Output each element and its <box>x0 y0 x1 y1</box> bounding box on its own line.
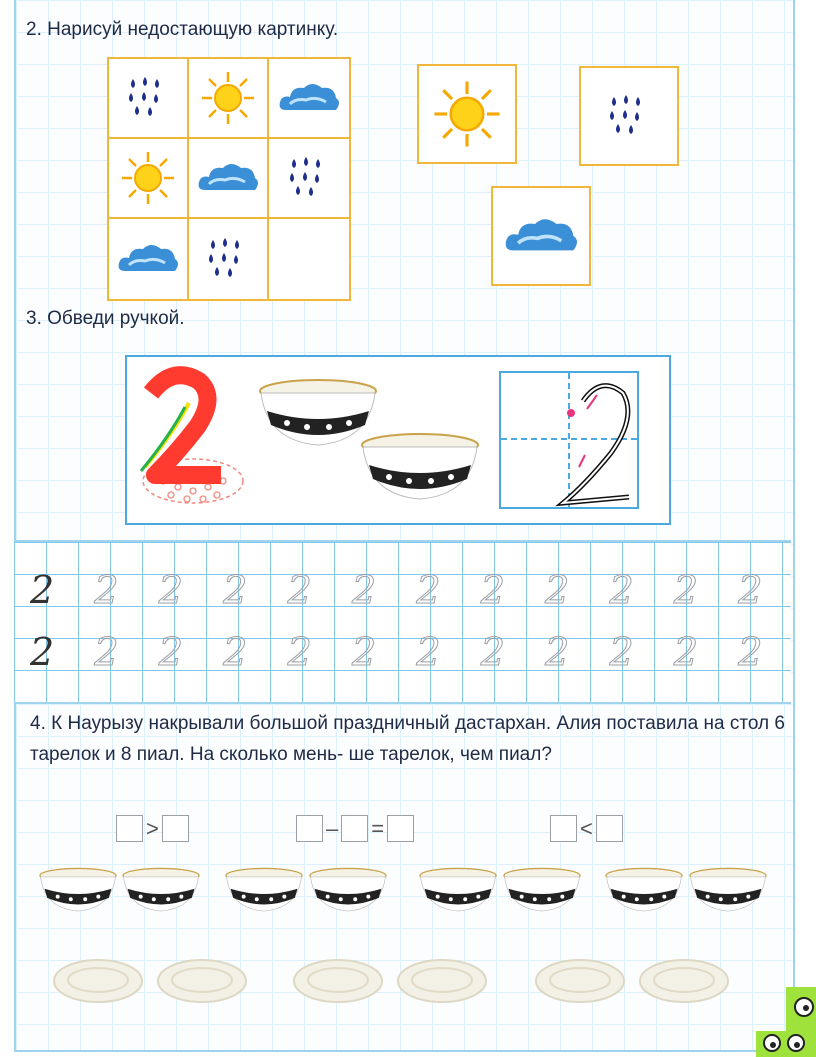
mascot-corner-icon <box>756 987 816 1057</box>
rain-icon <box>284 153 334 203</box>
cloud-icon <box>195 158 261 198</box>
sign-eq: = <box>371 815 385 841</box>
bowl-icon <box>502 866 582 922</box>
trace-digit[interactable]: 2 <box>416 630 441 674</box>
grid-cell <box>109 219 189 299</box>
grid-cell <box>189 219 269 299</box>
trace-digit[interactable]: 2 <box>158 630 183 674</box>
sun-icon <box>432 79 502 149</box>
grid-cell <box>269 59 349 139</box>
compare-greater <box>116 815 189 842</box>
trace-digit[interactable]: 2 <box>480 630 505 674</box>
digit-two-tracing <box>501 373 637 507</box>
answer-box[interactable] <box>116 815 143 842</box>
trace-digit[interactable]: 2 <box>94 568 119 612</box>
grid-cell <box>189 59 269 139</box>
grid-cell <box>109 139 189 219</box>
cloud-icon <box>276 78 342 118</box>
trace-digit[interactable]: 2 <box>545 568 570 612</box>
grid-cell <box>109 59 189 139</box>
trace-digit[interactable]: 2 <box>545 630 570 674</box>
sign-lt: < <box>580 815 593 841</box>
bowl-icon <box>604 866 684 922</box>
rain-icon <box>203 234 253 284</box>
pattern-grid <box>107 57 351 301</box>
trace-digit[interactable]: 2 <box>158 568 183 612</box>
answer-box[interactable] <box>550 815 577 842</box>
rain-icon <box>604 91 654 141</box>
trace-digit[interactable]: 2 <box>351 630 377 674</box>
compare-less <box>550 815 623 842</box>
task4-text: 4. К Наурызу накрывали большой праздничный дастархан. Алия поставила на стол 6 тарелок и 8 пиал. На сколько мень- ше тарелок, чем пиал? <box>30 713 785 765</box>
copybook-practice-area[interactable] <box>14 540 791 704</box>
sun-icon <box>200 70 256 126</box>
cloud-icon <box>115 239 181 279</box>
compare-subtract <box>296 815 414 842</box>
plate-icon <box>396 956 488 1006</box>
plate-icon <box>638 956 730 1006</box>
model-digit: 2 <box>30 568 55 612</box>
trace-digit[interactable]: 2 <box>94 630 119 674</box>
plate-icon <box>534 956 626 1006</box>
bowls-row <box>0 862 816 922</box>
trace-digit[interactable]: 2 <box>480 568 505 612</box>
model-digit: 2 <box>30 630 55 674</box>
trace-digit[interactable]: 2 <box>738 630 763 674</box>
trace-example-box <box>125 355 671 525</box>
plate-icon <box>156 956 248 1006</box>
plate-icon <box>292 956 384 1006</box>
trace-digit[interactable]: 2 <box>351 568 377 612</box>
plates-row <box>0 950 816 1010</box>
answer-box[interactable] <box>162 815 189 842</box>
trace-digit[interactable]: 2 <box>738 568 763 612</box>
trace-digit[interactable]: 2 <box>416 568 441 612</box>
digit-two-illustration <box>133 363 253 523</box>
bowl-icon <box>224 866 304 922</box>
grid-cell <box>269 139 349 219</box>
bowl-icon <box>38 866 118 922</box>
sign-gt: > <box>146 815 159 841</box>
digit-row <box>30 568 803 612</box>
trace-digit[interactable]: 2 <box>673 630 699 674</box>
trace-digit[interactable]: 2 <box>609 568 634 612</box>
plate-icon <box>52 956 144 1006</box>
grid-cell <box>189 139 269 219</box>
digit-row <box>30 630 803 674</box>
option-sun-card[interactable] <box>417 64 517 164</box>
bowl-icon <box>121 866 201 922</box>
tracing-cell <box>499 371 639 509</box>
answer-box[interactable] <box>296 815 323 842</box>
option-cloud-card[interactable] <box>491 186 591 286</box>
bowl-icon <box>418 866 498 922</box>
empty-grid-cell[interactable] <box>269 219 349 299</box>
trace-digit[interactable]: 2 <box>287 630 312 674</box>
cloud-icon <box>501 212 581 260</box>
sign-minus: – <box>326 815 339 841</box>
bowl-icon <box>359 433 481 513</box>
bowl-icon <box>308 866 388 922</box>
bowl-icon <box>688 866 768 922</box>
answer-box[interactable] <box>387 815 414 842</box>
sun-icon <box>120 150 176 206</box>
option-rain-card[interactable] <box>579 66 679 166</box>
answer-box[interactable] <box>341 815 368 842</box>
rain-icon <box>123 73 173 123</box>
trace-digit[interactable]: 2 <box>673 568 699 612</box>
trace-digit[interactable]: 2 <box>223 568 248 612</box>
trace-digit[interactable]: 2 <box>609 630 634 674</box>
task3-title: 3. Обведи ручкой. <box>26 308 185 329</box>
task2-title: 2. Нарисуй недостающую картинку. <box>26 19 339 40</box>
trace-digit[interactable]: 2 <box>287 568 312 612</box>
answer-box[interactable] <box>596 815 623 842</box>
trace-digit[interactable]: 2 <box>223 630 248 674</box>
